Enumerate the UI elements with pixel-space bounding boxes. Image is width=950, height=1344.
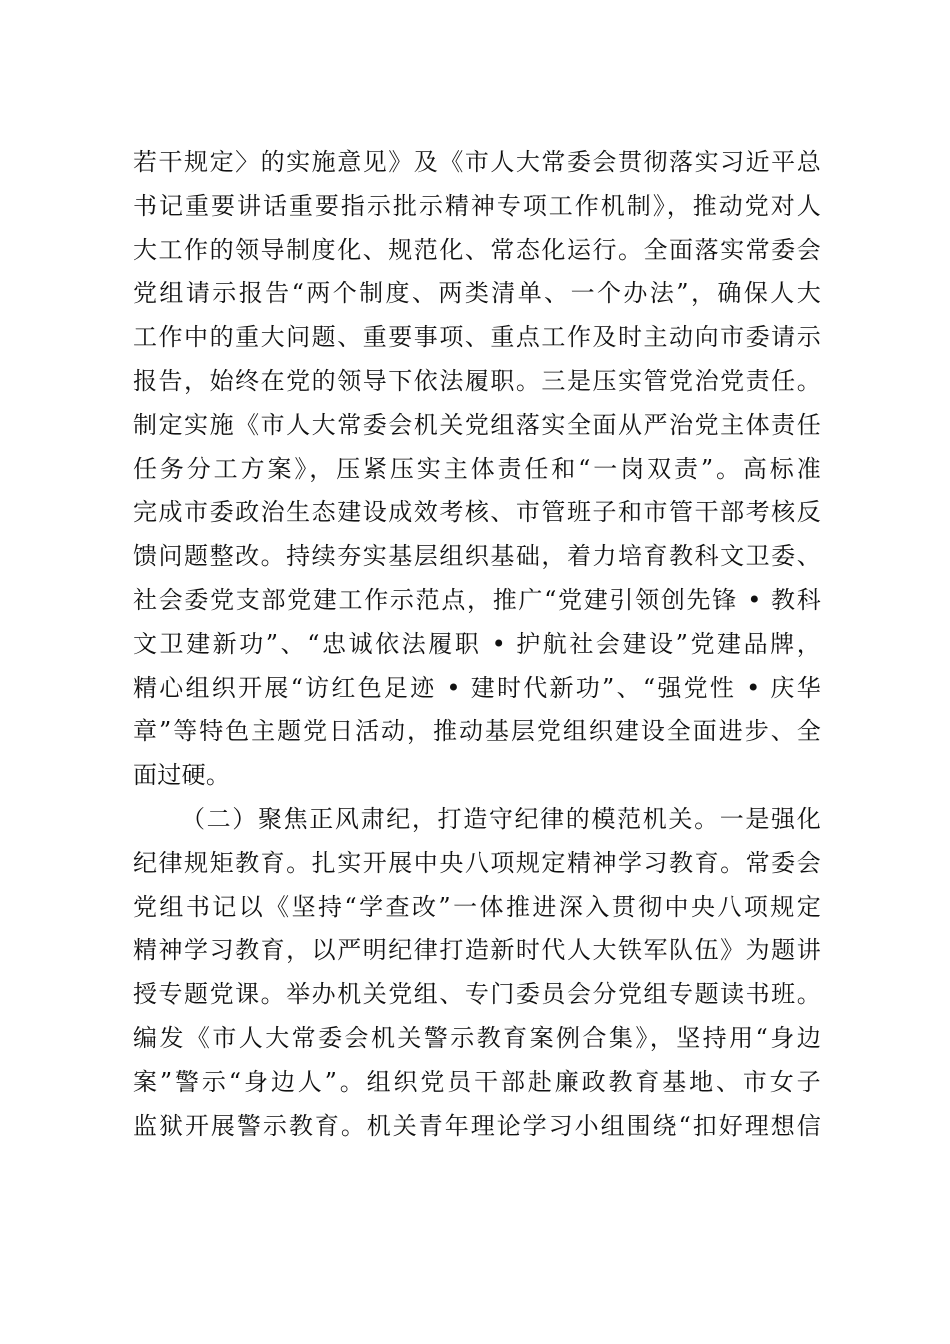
text-line: 授专题党课。举办机关党组、专门委员会分党组专题读书班。 [133,980,821,1009]
text-line: 书记重要讲话重要指示批示精神专项工作机制》，推动党对人 [133,191,821,220]
text-line: 工作中的重大问题、重要事项、重点工作及时主动向市委请示 [133,323,821,352]
text-line: 纪律规矩教育。扎实开展中央八项规定精神学习教育。常委会 [133,848,821,877]
text-line: 党组书记以《坚持“学查改”一体推进深入贯彻中央八项规定 [133,892,821,921]
text-line: 编发《市人大常委会机关警示教育案例合集》，坚持用“身边 [133,1023,821,1052]
text-line: 精心组织开展“访红色足迹 • 建时代新功”、“强党性 • 庆华 [133,673,821,702]
text-line: 馈问题整改。持续夯实基层组织基础，着力培育教科文卫委、 [133,542,821,571]
text-line: 党组请示报告“两个制度、两类清单、一个办法”，确保人大 [133,279,821,308]
text-line: 监狱开展警示教育。机关青年理论学习小组围绕“扣好理想信 [133,1111,821,1140]
text-line: 面过硬。 [133,761,231,790]
text-line: 报告，始终在党的领导下依法履职。三是压实管党治党责任。 [133,366,821,395]
text-line: 章”等特色主题党日活动，推动基层党组织建设全面进步、全 [133,717,821,746]
text-line: 社会委党支部党建工作示范点，推广“党建引领创先锋 • 教科 [133,585,821,614]
text-line: 制定实施《市人大常委会机关党组落实全面从严治党主体责任 [133,410,821,439]
text-line: 文卫建新功”、“忠诚依法履职 • 护航社会建设”党建品牌， [133,629,821,658]
text-line: 案”警示“身边人”。组织党员干部赴廉政教育基地、市女子 [133,1067,821,1096]
section-heading-line: （二）聚焦正风肃纪，打造守纪律的模范机关。一是强化 [181,804,821,833]
text-line: 完成市委政治生态建设成效考核、市管班子和市管干部考核反 [133,498,821,527]
body-text [133,141,821,1148]
text-line: 精神学习教育，以严明纪律打造新时代人大铁军队伍》为题讲 [133,936,821,965]
text-line: 大工作的领导制度化、规范化、常态化运行。全面落实常委会 [133,235,821,264]
text-line: 任务分工方案》，压紧压实主体责任和“一岗双责”。高标准 [133,454,821,483]
text-line: 若干规定〉的实施意见》及《市人大常委会贯彻落实习近平总 [133,148,821,176]
